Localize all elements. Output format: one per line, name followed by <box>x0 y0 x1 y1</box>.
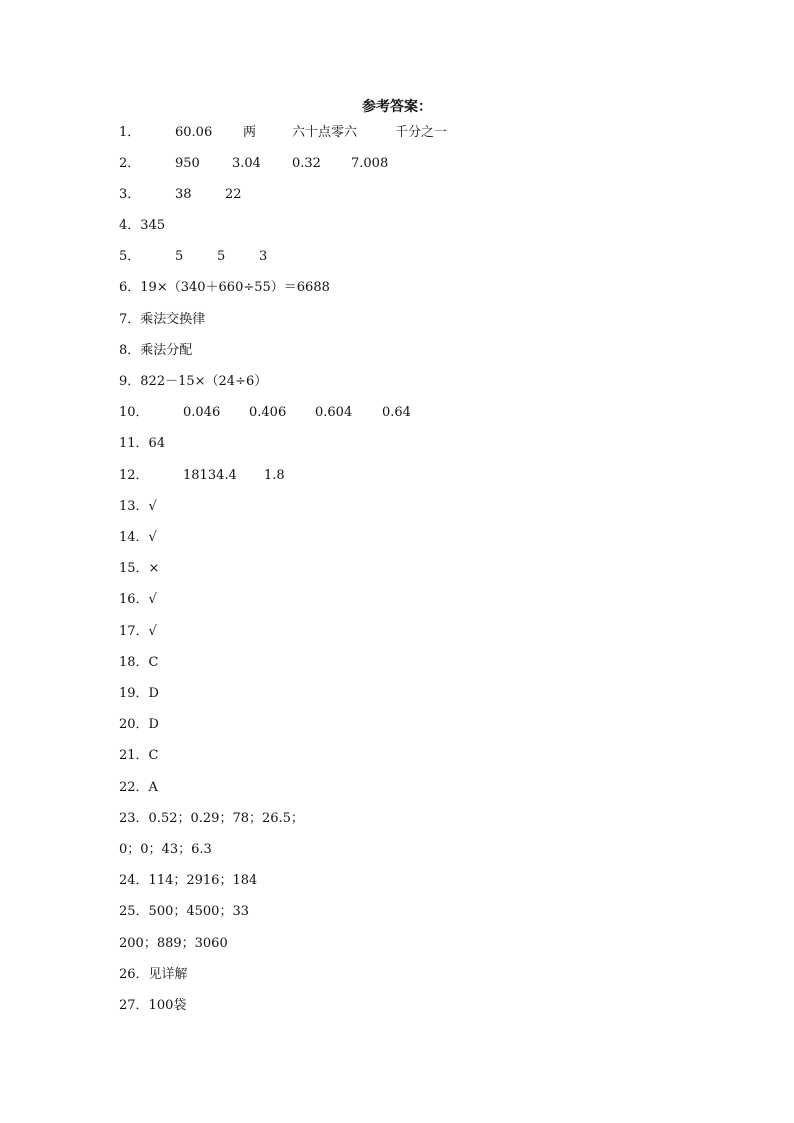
answer-number: 17． <box>119 624 149 639</box>
answer-number: 10． <box>119 405 149 420</box>
answer-number: 6． <box>119 280 141 295</box>
answer-cell: 两 <box>243 125 257 140</box>
answer-number: 7． <box>119 312 141 327</box>
answer-cell: 0.406 <box>249 405 287 420</box>
answer-text: 64 <box>148 436 166 451</box>
answer-18 <box>119 653 159 673</box>
answer-text: 0.52；0.29；78；26.5； <box>148 811 304 826</box>
answer-text: 822－15×（24÷6） <box>140 374 268 389</box>
answer-cell: 3.04 <box>232 156 261 171</box>
answer-number: 5． <box>119 249 141 264</box>
answer-25-continued <box>119 934 228 954</box>
answer-10 <box>119 403 411 423</box>
answer-number: 12． <box>119 468 149 483</box>
answer-12 <box>119 466 285 486</box>
answer-text: √ <box>148 624 157 639</box>
answer-23 <box>119 809 304 829</box>
answer-11 <box>119 434 165 454</box>
answer-24 <box>119 871 257 891</box>
answer-text: 100袋 <box>148 998 187 1013</box>
answer-number: 22． <box>119 780 149 795</box>
answer-23-continued <box>119 840 212 860</box>
answer-2 <box>119 154 389 174</box>
answer-text: √ <box>148 499 157 514</box>
answer-text: C <box>148 655 159 670</box>
answer-number: 27． <box>119 998 149 1013</box>
answer-cell: 60.06 <box>175 125 213 140</box>
answer-cell: 千分之一 <box>395 125 448 140</box>
answer-7 <box>119 310 205 330</box>
answer-number: 19． <box>119 686 149 701</box>
answer-text: 500；4500；33 <box>148 904 249 919</box>
answer-20 <box>119 715 159 735</box>
answer-cell: 7.008 <box>351 156 389 171</box>
answer-text: 见详解 <box>148 967 188 982</box>
answer-6 <box>119 278 330 298</box>
answer-number: 8． <box>119 343 141 358</box>
answer-number: 4． <box>119 218 141 233</box>
answer-cell: 3 <box>259 249 268 264</box>
answer-text: × <box>148 561 160 576</box>
answer-number: 18． <box>119 655 149 670</box>
answer-text: 345 <box>140 218 166 233</box>
answer-number: 23． <box>119 811 149 826</box>
answer-cell: 0.046 <box>183 405 221 420</box>
answer-17 <box>119 622 157 642</box>
answer-number: 2． <box>119 156 141 171</box>
answer-26 <box>119 965 188 985</box>
answer-text: D <box>148 717 159 732</box>
answer-number: 11． <box>119 436 149 451</box>
answer-14 <box>119 528 157 548</box>
answer-8 <box>119 341 192 361</box>
answer-22 <box>119 778 158 798</box>
answer-number: 21． <box>119 748 149 763</box>
answer-number: 3． <box>119 187 141 202</box>
answer-text: 0；0；43；6.3 <box>119 842 212 857</box>
answer-number: 24． <box>119 873 149 888</box>
answer-cell: 5 <box>217 249 226 264</box>
answer-27 <box>119 996 186 1016</box>
answer-text: √ <box>148 530 157 545</box>
answer-9 <box>119 372 267 392</box>
answer-text: 乘法交换律 <box>140 312 206 327</box>
answer-5 <box>119 247 268 267</box>
answer-text: 乘法分配 <box>140 343 193 358</box>
answer-text: D <box>148 686 159 701</box>
answer-cell: 5 <box>175 249 184 264</box>
answer-1 <box>119 123 448 143</box>
answer-number: 1． <box>119 125 141 140</box>
answer-19 <box>119 684 159 704</box>
answer-cell: 0.32 <box>292 156 321 171</box>
answer-cell: 六十点零六 <box>292 125 358 140</box>
answer-text: A <box>148 780 158 795</box>
answer-number: 16． <box>119 592 149 607</box>
answer-cell: 1.8 <box>264 468 285 483</box>
answer-number: 13． <box>119 499 149 514</box>
answer-15 <box>119 559 159 579</box>
answer-number: 20． <box>119 717 149 732</box>
answer-text: C <box>148 748 159 763</box>
answer-number: 25． <box>119 904 149 919</box>
page-title: 参考答案： <box>362 99 432 115</box>
answer-16 <box>119 590 157 610</box>
answer-number: 15． <box>119 561 149 576</box>
answer-25 <box>119 902 249 922</box>
answer-cell: 18134.4 <box>183 468 237 483</box>
answer-cell: 38 <box>175 187 192 202</box>
answer-4 <box>119 216 165 236</box>
answer-text: 19×（340＋660÷55）＝6688 <box>140 280 330 295</box>
answer-3 <box>119 185 242 205</box>
answer-21 <box>119 746 159 766</box>
answer-cell: 22 <box>225 187 242 202</box>
answer-cell: 950 <box>175 156 200 171</box>
answer-number: 26． <box>119 967 149 982</box>
answer-cell: 0.64 <box>382 405 411 420</box>
answer-text: 114；2916；184 <box>148 873 258 888</box>
answer-13 <box>119 497 157 517</box>
answer-cell: 0.604 <box>315 405 353 420</box>
answer-number: 14． <box>119 530 149 545</box>
answer-text: √ <box>148 592 157 607</box>
answer-text: 200；889；3060 <box>119 936 228 951</box>
answer-number: 9． <box>119 374 141 389</box>
